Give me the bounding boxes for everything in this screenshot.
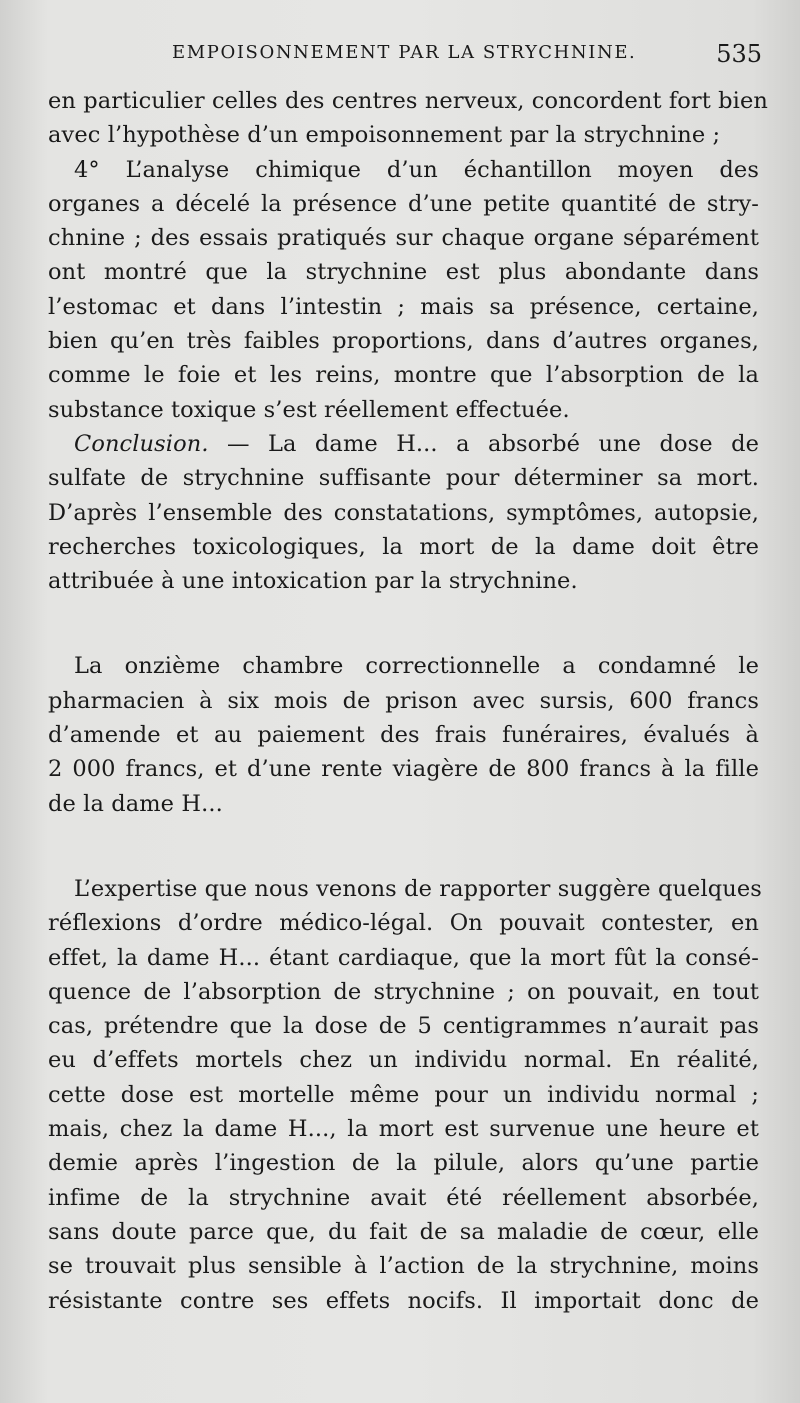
text-line: sans doute parce que, du fait de sa maladie de cœur, elle [48, 1218, 759, 1245]
text-line: eu d’effets mortels chez un individu normal. En réalité, [48, 1047, 759, 1074]
text-line: 2 000 francs, et d’une rente viagère de 800 francs à la fille [48, 756, 759, 783]
text-line: organes a décelé la présence d’une petite quantité de stry- [48, 190, 759, 217]
text-line: infime de la strychnine avait été réellement absorbée, [48, 1184, 759, 1211]
running-title: EMPOISONNEMENT PAR LA STRYCHNINE. [172, 42, 637, 63]
text-line: 4° L’analyse chimique d’un échantillon moyen des [74, 156, 759, 183]
text-line: recherches toxicologiques, la mort de la dame doit être [48, 533, 759, 560]
text-line: quence de l’absorption de strychnine ; on pouvait, en tout [48, 978, 759, 1005]
text-line: réflexions d’ordre médico-légal. On pouvait contester, en [48, 910, 759, 937]
text-line: chnine ; des essais pratiqués sur chaque organe séparément [48, 225, 759, 252]
text-line: cas, prétendre que la dose de 5 centigrammes n’aurait pas [48, 1013, 759, 1040]
paragraph-gap [48, 598, 759, 649]
page-body [48, 84, 768, 1318]
text-line: avec l’hypothèse d’un empoisonnement par la strychnine ; [48, 122, 721, 149]
text-line: résistante contre ses effets nocifs. Il importait donc de [48, 1287, 759, 1314]
text-line: se trouvait plus sensible à l’action de la strychnine, moins [48, 1253, 759, 1280]
text-line: d’amende et au paiement des frais funéraires, évalués à [48, 722, 759, 749]
text-line: La onzième chambre correctionnelle a condamné le [74, 653, 759, 680]
text-line: attribuée à une intoxication par la strychnine. [48, 568, 578, 595]
text-line: en particulier celles des centres nerveux, concordent fort bien [48, 88, 768, 114]
text-line: de la dame H... [48, 790, 223, 817]
text-line: substance toxique s’est réellement effectuée. [48, 396, 570, 423]
conclusion-line [48, 427, 759, 461]
text-line: effet, la dame H... étant cardiaque, que la mort fût la consé- [48, 944, 759, 971]
text-line: comme le foie et les reins, montre que l’absorption de la [48, 362, 759, 389]
page-header [120, 40, 762, 74]
text-line: mais, chez la dame H..., la mort est survenue une heure et [48, 1116, 759, 1143]
conclusion-label: Conclusion. [74, 430, 209, 457]
text-line: pharmacien à six mois de prison avec sursis, 600 francs [48, 687, 759, 714]
text-line: cette dose est mortelle même pour un individu normal ; [48, 1081, 759, 1108]
page-number: 535 [716, 40, 762, 68]
text-line: ont montré que la strychnine est plus abondante dans [48, 259, 759, 286]
text-line: D’après l’ensemble des constatations, symptômes, autopsie, [48, 499, 759, 526]
conclusion-text: — La dame H... a absorbé une dose de [208, 430, 759, 457]
text-line: bien qu’en très faibles proportions, dans d’autres organes, [48, 328, 759, 355]
paragraph-gap [48, 821, 759, 872]
text-line: demie après l’ingestion de la pilule, alors qu’une partie [48, 1150, 759, 1177]
text-line: sulfate de strychnine suffisante pour déterminer sa mort. [48, 465, 759, 492]
text-line: l’estomac et dans l’intestin ; mais sa présence, certaine, [48, 293, 759, 320]
text-line: L’expertise que nous venons de rapporter suggère quelques [74, 875, 762, 902]
